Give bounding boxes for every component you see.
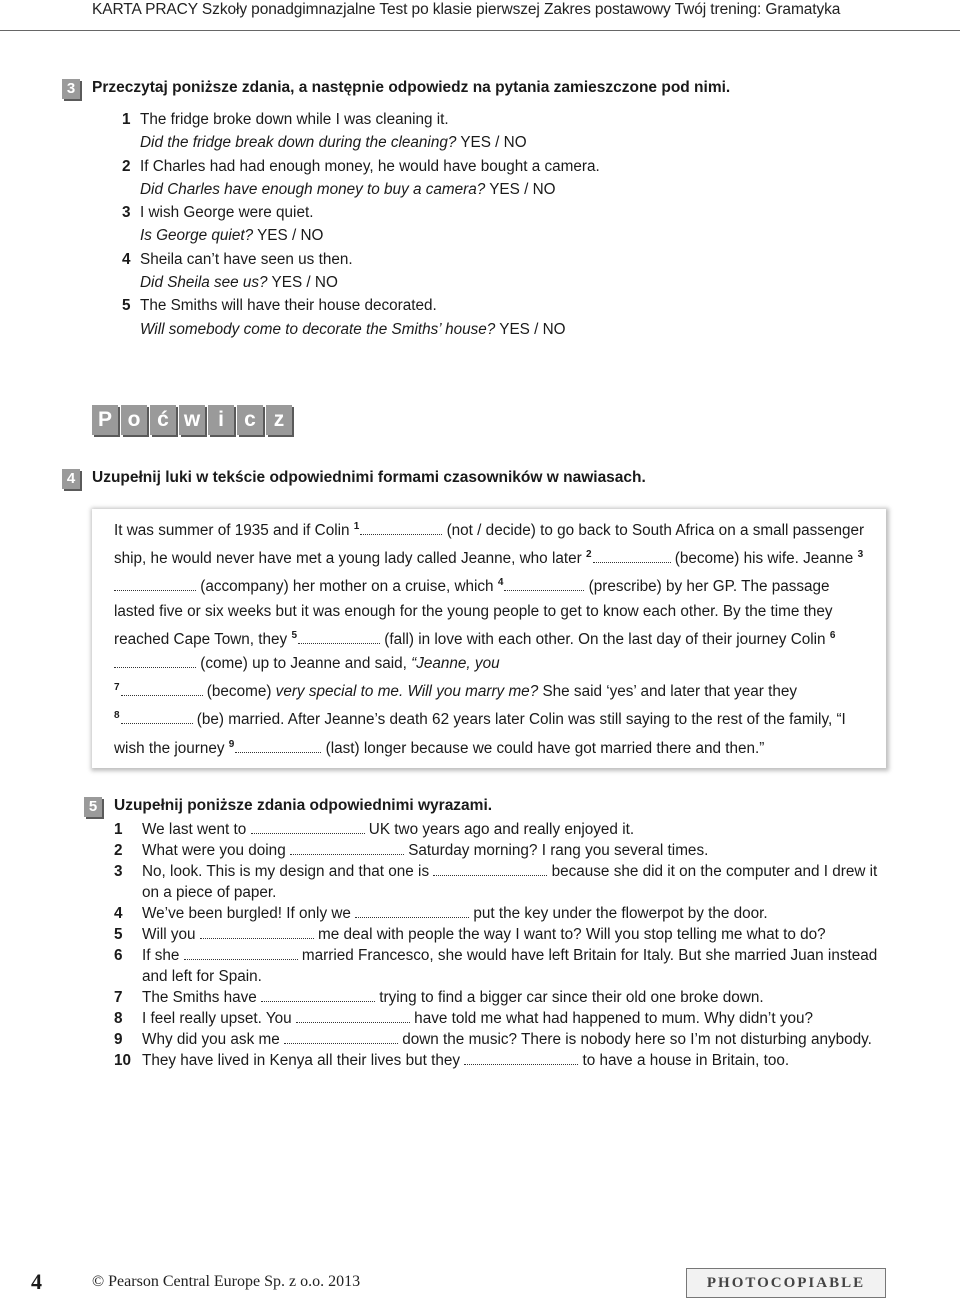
answer-gap[interactable] (284, 1029, 398, 1044)
exercise-5-item (114, 945, 884, 987)
story-text: (not / decide) to go back to South Africa on a small passenger ship, he would never have met a young lady called Jeanne, who later (114, 522, 865, 568)
item-text-before: We last went to (142, 821, 251, 838)
gap-number: 5 (291, 629, 298, 641)
item-number: 6 (114, 947, 123, 964)
item-text-after: me deal with people the way I want to? Will you stop telling me what to do? (313, 926, 826, 943)
item-question: Did Sheila see us? (140, 274, 268, 292)
answer-gap[interactable] (121, 709, 193, 724)
exercise-5-item (114, 840, 884, 861)
pocwicz-banner (92, 405, 295, 435)
item-text-after: have told me what had happened to mum. Why didn’t you? (409, 1010, 813, 1027)
exercise-4-story (114, 515, 874, 761)
story-text: It was summer of 1935 and if Colin (114, 522, 354, 539)
item-text-after: Saturday morning? I rang you several times. (403, 842, 709, 859)
answer-gap[interactable] (114, 653, 196, 668)
exercise-3-list (122, 108, 600, 341)
pocwicz-letter-tile: w (179, 405, 205, 435)
item-number: 4 (122, 250, 131, 268)
item-text-before: Why did you ask me (142, 1031, 284, 1048)
item-text-before: We’ve been burgled! If only we (142, 905, 356, 922)
item-sentence: The fridge broke down while I was cleaning it. (140, 111, 449, 128)
item-number: 1 (114, 821, 123, 838)
item-sentence: If Charles had had enough money, he would have bought a camera. (140, 157, 600, 175)
yes-no-answer[interactable]: YES / NO (499, 320, 566, 338)
gap-number: 3 (857, 549, 864, 561)
item-number: 3 (122, 204, 131, 222)
exercise-5-list (114, 819, 884, 1071)
answer-gap[interactable] (593, 548, 671, 563)
gap-number: 6 (829, 629, 836, 641)
story-text: (prescribe) by her GP. The passage lasted five or six weeks but it was enough for the young people to get to know each other. By the time they reached Cape Town, they (114, 578, 833, 648)
exercise-5-item (114, 987, 884, 1008)
page-header: KARTA PRACY Szkoły ponadgimnazjalne Test po klasie pierwszej Zakres postawowy Twój trening: Gramatyka (92, 1, 841, 18)
gap-number: 7 (114, 682, 120, 694)
item-sentence: The Smiths will have their house decorated. (140, 297, 437, 315)
answer-gap[interactable] (200, 924, 314, 939)
item-number: 4 (114, 905, 123, 922)
story-text: (become) his wife. Jeanne (670, 550, 858, 568)
exercise-3-item (122, 155, 600, 202)
answer-gap[interactable] (464, 1050, 578, 1065)
exercise-3-item (122, 294, 600, 341)
item-question: Did the fridge break down during the cleaning? (140, 134, 457, 152)
item-text-before: If she (142, 947, 184, 964)
item-text-after: UK two years ago and really enjoyed it. (364, 821, 635, 838)
answer-gap[interactable] (251, 819, 365, 834)
photocopiable-label: PHOTOCOPIABLE (686, 1268, 886, 1298)
answer-gap[interactable] (121, 681, 203, 696)
answer-gap[interactable] (235, 738, 321, 753)
item-text-after: put the key under the flowerpot by the door. (469, 905, 768, 922)
exercise-3-title: Przeczytaj poniższe zdania, a następnie odpowiedz na pytania zamieszczone pod nimi. (92, 79, 731, 96)
item-question: Did Charles have enough money to buy a camera? (140, 180, 486, 198)
answer-gap[interactable] (261, 987, 375, 1002)
exercise-4-text-box (92, 509, 886, 768)
exercise-5-item (114, 861, 884, 903)
answer-gap[interactable] (290, 840, 404, 855)
item-number: 5 (114, 926, 123, 943)
item-text-after: because she did it on the computer and I drew it on a piece of paper. (142, 863, 878, 901)
item-number: 7 (114, 989, 123, 1006)
pocwicz-letter-tile: o (121, 405, 147, 435)
exercise-3-item (122, 248, 600, 295)
story-text: (come) up to Jeanne and said, (196, 655, 412, 673)
answer-gap[interactable] (296, 1008, 410, 1023)
exercise-5-number: 5 (84, 797, 102, 817)
gap-number: 9 (228, 738, 235, 750)
yes-no-answer[interactable]: YES / NO (257, 227, 324, 245)
answer-gap[interactable] (360, 520, 442, 535)
yes-no-answer[interactable]: YES / NO (460, 134, 527, 152)
item-text-after: trying to find a bigger car since their old one broke down. (375, 989, 764, 1006)
item-text-before: I feel really upset. You (142, 1010, 296, 1027)
item-text-after: married Francesco, she would have left Britain for Italy. But she married Juan instead and left for Spain. (142, 947, 878, 985)
exercise-5-item (114, 1008, 884, 1029)
item-number: 2 (114, 842, 123, 859)
answer-gap[interactable] (184, 945, 298, 960)
gap-number: 1 (353, 521, 360, 532)
exercise-3-item (122, 108, 600, 155)
item-text-after: to have a house in Britain, too. (578, 1052, 790, 1069)
exercise-4-title: Uzupełnij luki w tekście odpowiednimi formami czasowników w nawiasach. (92, 469, 646, 486)
exercise-3-number: 3 (62, 79, 80, 99)
item-sentence: I wish George were quiet. (140, 204, 314, 222)
item-number: 2 (122, 157, 131, 175)
pocwicz-letter-tile: z (266, 405, 292, 435)
story-text: (become) (202, 683, 276, 701)
item-text-before: Will you (142, 926, 200, 943)
story-text: She said ‘yes’ and later that year they (538, 683, 797, 701)
story-text: (fall) in love with each other. On the last day of their journey Colin (380, 630, 830, 648)
exercise-5-item (114, 903, 884, 924)
item-text-before: The Smiths have (142, 989, 262, 1006)
item-number: 1 (122, 111, 131, 128)
story-text: (last) longer because we could have got married there and then.” (321, 739, 765, 757)
exercise-5-item (114, 924, 884, 945)
exercise-4-number: 4 (62, 469, 80, 489)
yes-no-answer[interactable]: YES / NO (271, 274, 338, 292)
gap-number: 2 (585, 549, 592, 561)
gap-number: 4 (497, 577, 504, 589)
yes-no-answer[interactable]: YES / NO (489, 180, 556, 198)
item-question: Will somebody come to decorate the Smiths’ house? (140, 320, 496, 338)
page-number: 4 (31, 1269, 42, 1294)
item-text-after: down the music? There is nobody here so I’m not disturbing anybody. (397, 1031, 872, 1048)
pocwicz-letter-tile: c (237, 405, 263, 435)
story-text: (accompany) her mother on a cruise, which (196, 578, 498, 596)
item-number: 9 (114, 1031, 123, 1048)
item-number: 5 (122, 297, 131, 315)
answer-gap[interactable] (433, 861, 547, 876)
story-text-italic: “Jeanne, you (411, 655, 500, 673)
gap-number: 8 (114, 710, 120, 722)
answer-gap[interactable] (504, 576, 584, 591)
exercise-5-title: Uzupełnij poniższe zdania odpowiednimi wyrazami. (114, 797, 493, 814)
item-text-before: What were you doing (142, 842, 290, 859)
item-text-before: No, look. This is my design and that one is (142, 863, 434, 880)
item-sentence: Sheila can’t have seen us then. (140, 250, 353, 268)
answer-gap[interactable] (114, 576, 196, 591)
pocwicz-letter-tile: ć (150, 405, 176, 435)
pocwicz-letter-tile: i (208, 405, 234, 435)
story-text: (be) married. After Jeanne’s death 62 years later Colin was still saying to the rest of the family, “I wish the journey (114, 711, 846, 757)
item-number: 3 (114, 863, 123, 880)
copyright-notice: © Pearson Central Europe Sp. z o.o. 2013 (92, 1273, 361, 1290)
item-question: Is George quiet? (140, 227, 254, 245)
answer-gap[interactable] (355, 903, 469, 918)
item-number: 8 (114, 1010, 123, 1027)
header-rule (0, 30, 960, 31)
exercise-5-item (114, 1050, 884, 1071)
exercise-5-item (114, 819, 884, 840)
item-number: 10 (114, 1052, 132, 1069)
exercise-3-item (122, 201, 600, 248)
exercise-5-item (114, 1029, 884, 1050)
answer-gap[interactable] (298, 629, 380, 644)
story-text-italic: very special to me. Will you marry me? (275, 683, 539, 701)
pocwicz-letter-tile: P (92, 405, 118, 435)
item-text-before: They have lived in Kenya all their lives but they (142, 1052, 465, 1069)
